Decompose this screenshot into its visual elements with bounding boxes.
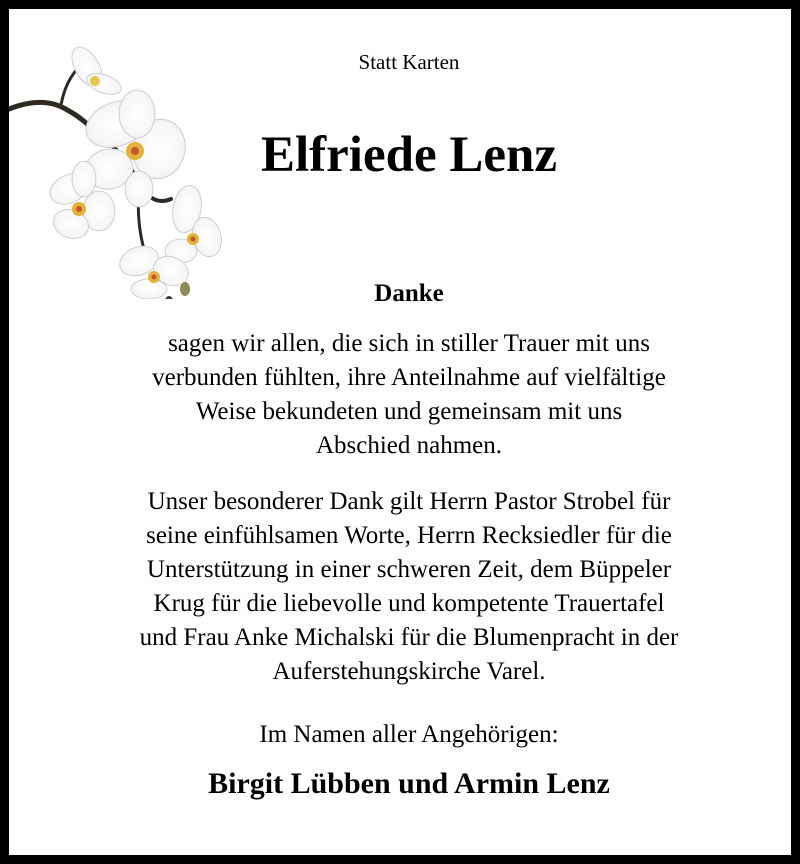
text-line: sagen wir allen, die sich in stiller Trauer mit uns xyxy=(168,330,650,357)
thanks-paragraph xyxy=(9,327,800,463)
on-behalf-line: Im Namen aller Angehörigen: xyxy=(259,721,559,748)
text-line: Krug für die liebevolle und kompetente Trauertafel xyxy=(153,590,665,617)
text-line: und Frau Anke Michalski für die Blumenpracht in der xyxy=(139,624,679,651)
text-line: Unterstützung in einer schweren Zeit, dem Büppeler xyxy=(146,556,672,583)
text-line: Unser besonderer Dank gilt Herrn Pastor Strobel für xyxy=(147,488,671,515)
pretitle: Statt Karten xyxy=(358,50,460,74)
text-line: verbunden fühlten, ihre Anteilnahme auf vielfältige xyxy=(152,364,666,391)
text-line: Auferstehungskirche Varel. xyxy=(272,658,546,685)
text-line: seine einfühlsamen Worte, Herrn Recksiedler für die xyxy=(146,522,672,549)
special-thanks-paragraph xyxy=(9,485,800,689)
deceased-name: Elfriede Lenz xyxy=(260,127,557,183)
signatories: Birgit Lübben und Armin Lenz xyxy=(208,767,610,800)
text-line: Weise bekundeten und gemeinsam mit uns xyxy=(195,398,623,425)
text-line: Abschied nahmen. xyxy=(315,432,503,459)
thanks-heading: Danke xyxy=(374,280,444,307)
